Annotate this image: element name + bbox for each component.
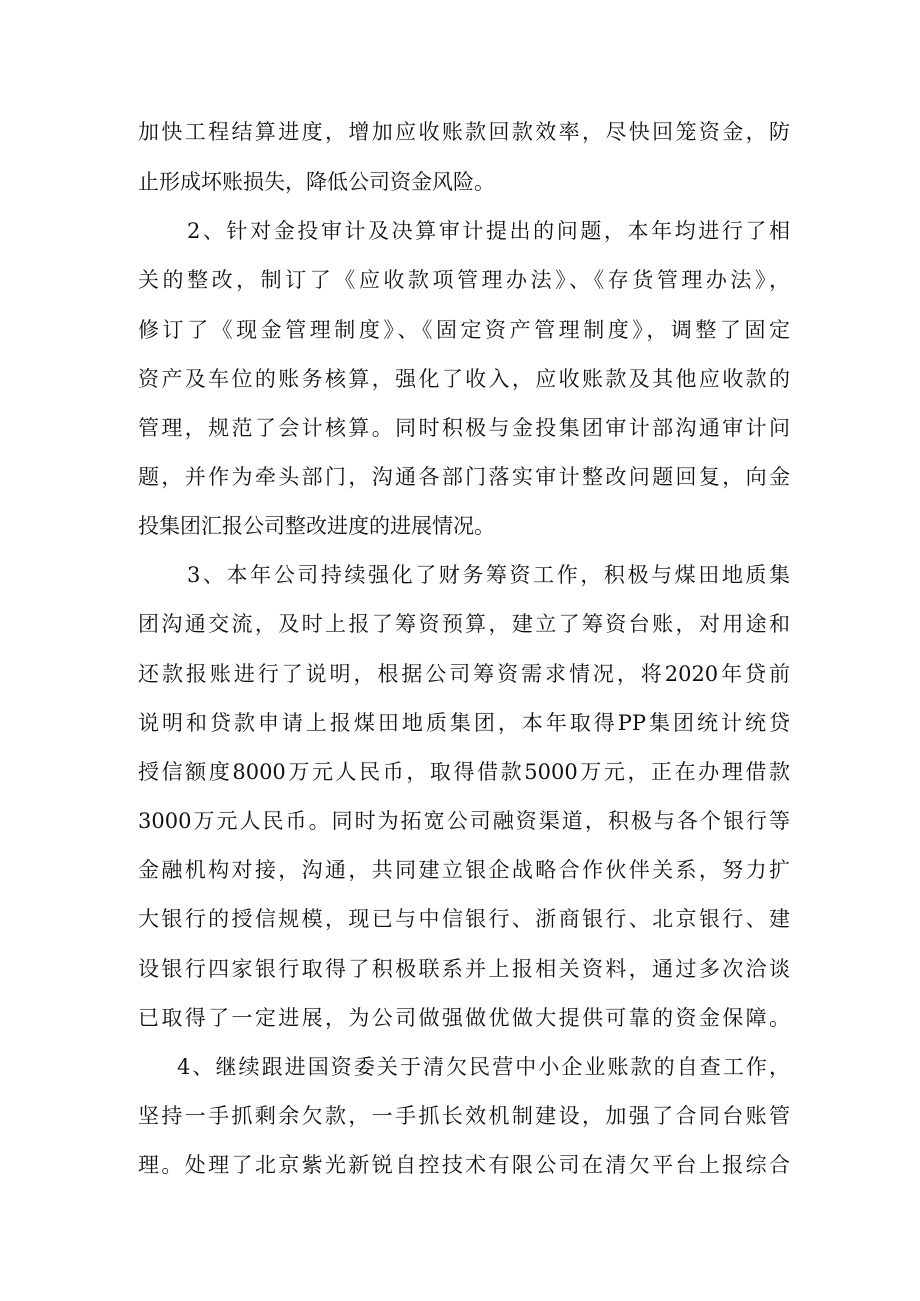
body-text-line: 资产及车位的账务核算，强化了收入，应收账款及其他应收款的 [138,367,790,391]
body-text-line: 已取得了一定进展，为公司做强做优做大提供可靠的资金保障。 [138,1006,790,1030]
body-text-line: 3000万元人民币。同时为拓宽公司融资渠道，积极与各个银行等 [138,809,790,833]
body-text-line: 止形成坏账损失，降低公司资金风险。 [138,170,495,194]
body-text-line: 关的整改，制订了《应收款项管理办法》、《存货管理办法》， [138,268,790,292]
body-text-line: 修订了《现金管理制度》、《固定资产管理制度》，调整了固定 [138,318,790,342]
body-text-line: 大银行的授信规模，现已与中信银行、浙商银行、北京银行、建 [138,907,790,931]
body-text-line: 还款报账进行了说明，根据公司筹资需求情况，将2020年贷前 [138,662,790,686]
body-text-line: 加快工程结算进度，增加应收账款回款效率，尽快回笼资金，防 [138,120,790,144]
body-text-line: 管理，规范了会计核算。同时积极与金投集团审计部沟通审计问 [138,416,790,440]
body-text-line: 理。处理了北京紫光新锐自控技术有限公司在清欠平台上报综合 [138,1153,790,1177]
body-text-line: 金融机构对接，沟通，共同建立银企战略合作伙伴关系，努力扩 [138,858,790,882]
body-text-line: 设银行四家银行取得了积极联系并上报相关资料，通过多次洽谈 [138,957,790,981]
body-text-line: 投集团汇报公司整改进度的进展情况。 [138,514,495,538]
paragraph-3-first-line: 3、本年公司持续强化了财务筹资工作，积极与煤田地质集 [187,563,790,587]
body-text-line: 坚持一手抓剩余欠款，一手抓长效机制建设，加强了合同台账管 [138,1104,790,1128]
paragraph-2-first-line: 2、针对金投审计及决算审计提出的问题，本年均进行了相 [187,219,790,243]
body-text-line: 团沟通交流，及时上报了筹资预算，建立了筹资台账，对用途和 [138,612,790,636]
body-text-line: 题，并作为牵头部门，沟通各部门落实审计整改问题回复，向金 [138,465,790,489]
paragraph-4-first-line: 4、继续跟进国资委关于清欠民营中小企业账款的自查工作， [177,1055,790,1079]
body-text-line: 说明和贷款申请上报煤田地质集团，本年取得PP集团统计统贷 [138,711,790,735]
body-text-line: 授信额度8000万元人民币，取得借款5000万元，正在办理借款 [138,760,790,784]
